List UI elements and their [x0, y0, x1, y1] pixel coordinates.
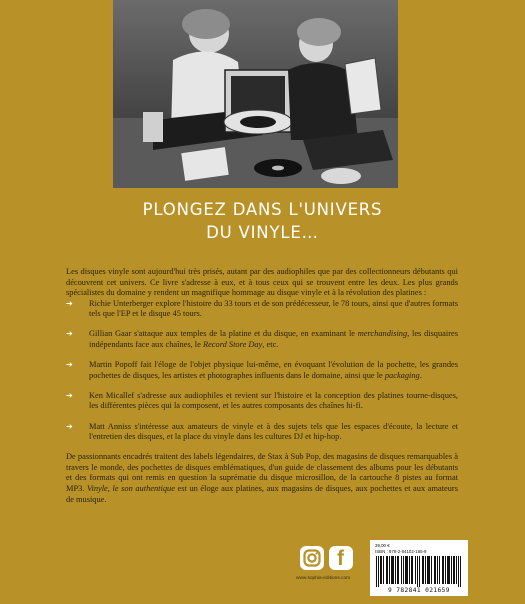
arrow-icon: ➔ — [66, 360, 73, 370]
list-item: ➔ Richie Unterberger explore l'histoire du 33 tours et de son prédécesseur, le 78 tours, ainsi que d'autres formats tels que l'EP et le disque 45 tours. — [66, 298, 458, 319]
isbn: ISBN : 978-2-84102-165-9 — [375, 549, 427, 554]
closing-paragraph: De passionnants encadrés traitent des labels légendaires, de Stax à Sub Pop, des magasins de disques remarquables à travers le monde, des pochettes de disques emblématiques, d'un guide de classement des albums pour les débutants et des formats qui ont remis en question la suprématie du disque microsillon, de la cartouche 8 pistes au format MP3. Vinyle, le son authentique est un éloge aux platines, aux magasins de disques, aux pochettes et aux amateurs de musique. — [66, 452, 458, 504]
cover-photo — [113, 0, 398, 188]
arrow-icon: ➔ — [66, 390, 73, 400]
list-item: ➔ Ken Micallef s'adresse aux audiophiles et revient sur l'histoire et la conception des platines tourne-disques, les différentes pièces qui la composent, et les autres composants des chaînes hi-fi. — [66, 390, 458, 411]
facebook-glyph: f — [337, 547, 344, 570]
list-item: ➔ Gillian Gaar s'attaque aux temples de la platine et du disque, en examinant le merchandising, les disquaires indépendants face aux chaînes, le Record Store Day, etc. — [66, 329, 458, 350]
arrow-icon: ➔ — [66, 298, 73, 308]
intro-paragraph: Les disques vinyle sont aujourd'hui très prisés, autant par des audiophiles que par des collectionneurs débutants qui découvrent cet univers. Ce livre s'adresse à eux, et à tous ceux qui se trouvent entre les deux. Les plus grands spécialistes du domaine y rendent un magnifique hommage au disque vinyle et à la révolution des platines : — [66, 267, 458, 298]
barcode-box — [370, 540, 468, 596]
footer — [0, 540, 525, 604]
instagram-glyph — [300, 546, 324, 570]
list-item: ➔ Matt Anniss s'intéresse aux amateurs de vinyle et à des sujets tels que les espaces d'écoute, la lecture et l'entretien des disques, et la place du vinyle dans les cultures DJ et hip-hop. — [66, 421, 458, 442]
price: 39,00 € — [375, 543, 390, 548]
instagram-icon[interactable] — [300, 546, 324, 570]
facebook-icon[interactable] — [329, 546, 353, 570]
back-cover-text — [66, 267, 458, 505]
headline-line-2: DU VINYLE… — [206, 223, 319, 242]
contributors-list — [66, 299, 458, 443]
headline — [0, 198, 525, 244]
list-item: ➔ Martin Popoff fait l'éloge de l'objet physique lui-même, en évoquant l'évolution de la pochette, les grandes pochettes de disques, les artistes et photographes influents dans le domaine, ainsi que le packaging. — [66, 360, 458, 380]
arrow-icon: ➔ — [66, 329, 73, 339]
arrow-icon: ➔ — [66, 421, 73, 431]
barcode — [376, 556, 462, 587]
photo-two-women-listening-to-records — [113, 0, 398, 188]
barcode-number: 9 782841 021659 — [388, 587, 450, 594]
headline-line-1: PLONGEZ DANS L'UNIVERS — [142, 200, 383, 219]
website-url[interactable]: www.sophia-editions.com — [296, 576, 351, 581]
